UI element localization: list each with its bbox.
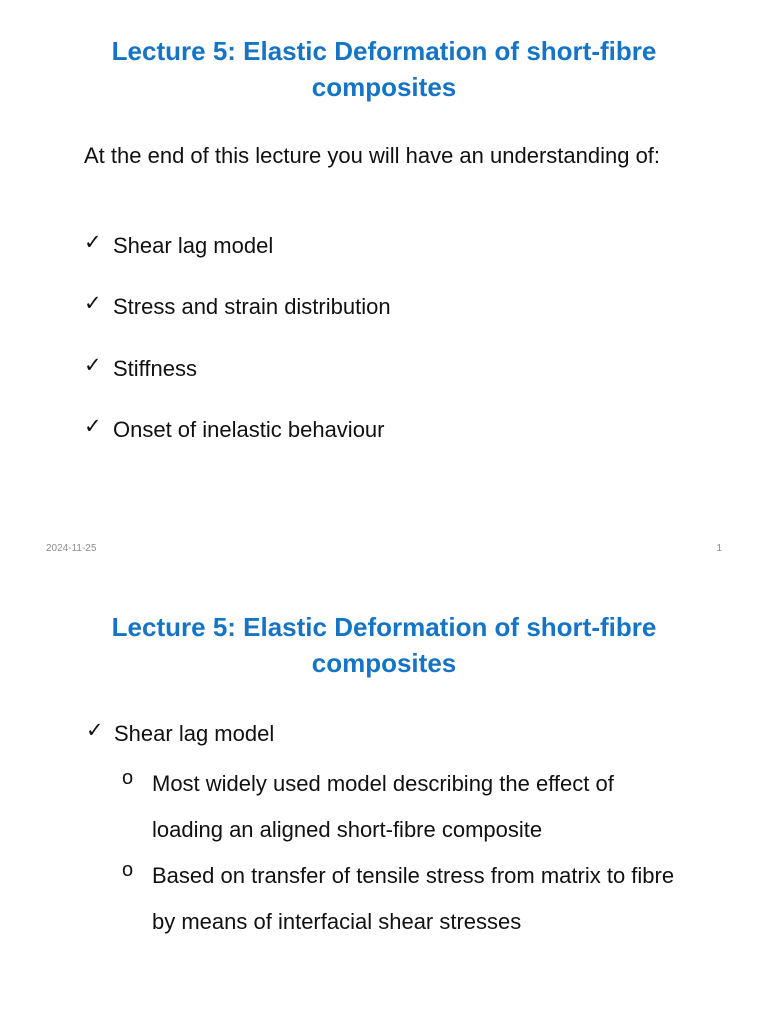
objective-label: Stress and strain distribution [113,294,391,320]
checkmark-icon: ✓ [84,352,102,377]
list-item [122,761,682,853]
checkmark-icon: ✓ [84,291,102,316]
topic-label: Shear lag model [114,721,275,746]
page-number: 1 [716,543,722,554]
list-item [122,853,682,945]
topic-points [122,761,682,945]
point-text: Based on transfer of tensile stress from matrix to fibre by means of interfacial shear stresses [152,863,675,934]
checkmark-icon: ✓ [84,413,102,438]
slide-2 [0,575,768,1024]
intro-text: At the end of this lecture you will have an understanding of: [84,143,661,168]
footer-date: 2024-11-25 [46,543,97,554]
checkmark-icon: ✓ [84,230,102,254]
objective-label: Onset of inelastic behaviour [113,416,385,442]
hollow-circle-bullet-icon: o [122,767,134,789]
point-text: Most widely used model describing the effect of loading an aligned short-fibre composite [152,771,614,842]
objective-label: Shear lag model [113,233,274,258]
slide-title: Lecture 5: Elastic Deformation of short-fibre composites [111,36,657,102]
checkmark-icon: ✓ [86,718,104,742]
slide-title: Lecture 5: Elastic Deformation of short-fibre composites [111,612,657,678]
hollow-circle-bullet-icon: o [122,859,134,881]
objective-label: Stiffness [113,355,197,381]
